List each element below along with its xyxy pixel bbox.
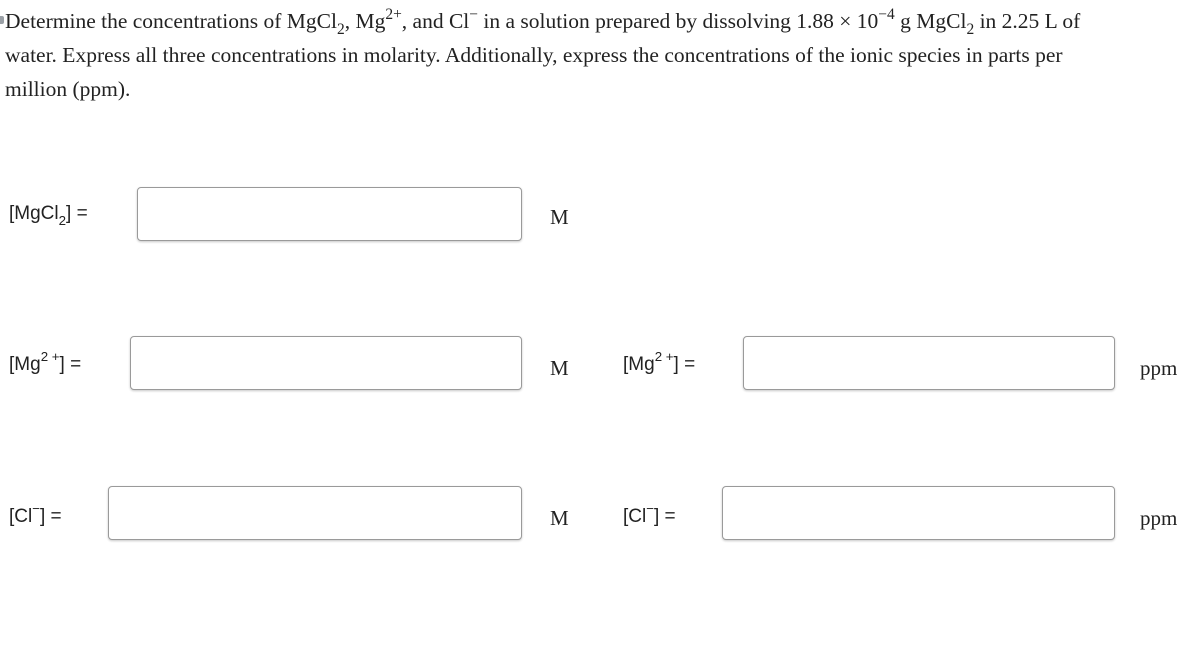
question-line-3: million (ppm).: [5, 77, 131, 101]
mg-molarity-unit: M: [550, 356, 569, 380]
mgcl2-molarity-label: [MgCl$_2$] =: [9, 203, 88, 229]
mg-ppm-input[interactable]: [743, 336, 1115, 390]
left-edge-marker: [0, 16, 4, 24]
cl-ppm-unit: ppm: [1140, 506, 1178, 530]
cl-molarity-unit: M: [550, 506, 569, 530]
mg-ppm-label: $[Mg^{2 +}]$ =: [623, 349, 696, 375]
mg-ppm-unit: ppm: [1140, 356, 1178, 380]
cl-ppm-label: [Cl−] =: [623, 501, 676, 527]
cl-molarity-label: [Cl−] =: [9, 501, 62, 527]
question-line-1: Determine the concentrations of MgCl$_2$, $Mg^{2+}$, and Cl− in a solution prepared by dissolving $1.88 \times 10^{-4}$ g MgCl$_2$ in 2.25 L of: [5, 6, 1081, 39]
cl-ppm-input[interactable]: [722, 486, 1115, 540]
mg-molarity-input[interactable]: [130, 336, 522, 390]
mg-molarity-label: $[Mg^{2 +}]$ =: [9, 349, 82, 375]
mgcl2-molarity-unit: M: [550, 205, 569, 229]
cl-molarity-input[interactable]: [108, 486, 522, 540]
mgcl2-molarity-input[interactable]: [137, 187, 522, 241]
question-text: [5, 4, 1195, 106]
question-line-2: water. Express all three concentrations in molarity. Additionally, express the concentrations of the ionic species in parts per: [5, 43, 1063, 67]
